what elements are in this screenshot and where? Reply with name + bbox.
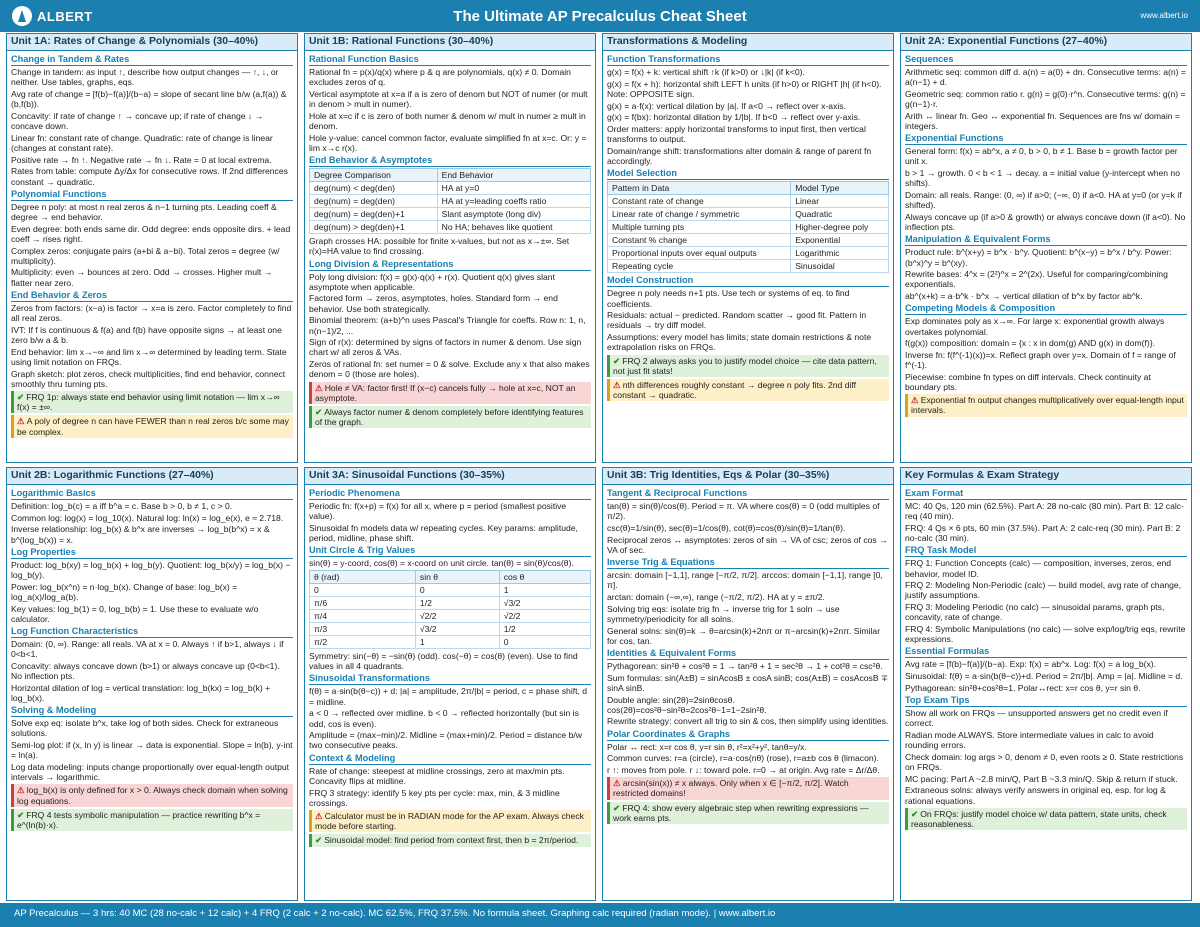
panel-title: Unit 1A: Rates of Change & Polynomials (30–40%) bbox=[7, 34, 297, 51]
tip-box: ✔ On FRQs: justify model choice w/ data pattern, state units, check reasonableness. bbox=[905, 808, 1187, 830]
table-row: π/2 1 0 bbox=[310, 636, 591, 649]
note: Arithmetic seq: common diff d. a(n) = a(0) + dn. Consecutive terms: a(n) = a(n−1) + d. bbox=[905, 67, 1186, 88]
note: FRQ 4: Symbolic Manipulations (no calc) — solve exp/log/trig eqs, rewrite expressions. bbox=[905, 624, 1186, 645]
note: Factored form → zeros, asymptotes, holes. Standard form → end behavior. Use both strategically. bbox=[309, 293, 558, 314]
section-heading: Tangent & Reciprocal Functions bbox=[607, 488, 889, 500]
note: Degree n poly: at most n real zeros & n−1 turning pts. Leading coeff & degree → end behavior. bbox=[11, 201, 277, 222]
note: Definition: log_b(c) = a iff b^a = c. Base b > 0, b ≠ 1, c > 0. bbox=[11, 501, 233, 511]
note: Sum formulas: sin(A±B) = sinAcosB ± cosA sinB; cos(A±B) = cosAcosB ∓ sinA sinB. bbox=[607, 672, 889, 693]
note: Hole y-value: cancel common factor, evaluate simplified fn at x=c. Or: y = lim x→c r(x). bbox=[309, 132, 587, 153]
note: f(θ) = a·sin(b(θ−c)) + d: |a| = amplitude, 2π/|b| = period, c = phase shift, d = midline. bbox=[309, 686, 588, 707]
table-row: deg(num) = deg(den) HA at y=leading coeffs ratio bbox=[310, 195, 591, 208]
section-heading: Solving & Modeling bbox=[11, 705, 293, 717]
table-header: sin θ bbox=[415, 571, 499, 584]
tip-box: ✔ FRQ 4 tests symbolic manipulation — practice rewriting b^x = e^(ln(b)·x). bbox=[11, 809, 293, 831]
note: Key values: log_b(1) = 0, log_b(b) = 1. Use these to evaluate w/o calculator. bbox=[11, 603, 259, 624]
note: a < 0 → reflected over midline. b < 0 → reflected horizontally (but sin is odd, cos is even). bbox=[309, 708, 579, 729]
note: FRQ 3: Modeling Periodic (no calc) — sinusoidal params, graph pts, concavity, rate of change. bbox=[905, 602, 1165, 623]
table-row: Constant % change Exponential bbox=[608, 234, 889, 247]
note: Even degree: both ends same dir. Odd degree: ends opposite dirs. + lead coeff → rises right. bbox=[11, 223, 291, 244]
unit-3a-panel bbox=[304, 467, 596, 901]
note: Pythagorean: sin²θ+cos²θ=1. Polar↔rect: x=r cos θ, y=r sin θ. bbox=[905, 682, 1141, 693]
unit-3b-panel bbox=[602, 467, 894, 901]
table-header: Model Type bbox=[791, 182, 889, 195]
check-icon: ✔ bbox=[315, 406, 323, 417]
section-heading: Model Construction bbox=[607, 275, 889, 287]
section-heading: Log Properties bbox=[11, 547, 293, 559]
note: Periodic fn: f(x+p) = f(x) for all x, where p = period (smallest positive value). bbox=[309, 501, 567, 522]
note: Domain/range shift: transformations alter domain & range of parent fn accordingly. bbox=[607, 145, 872, 167]
note: Hole at x=c if c is zero of both numer & denom w/ mult in numer ≥ mult in denom. bbox=[309, 110, 586, 132]
table-row: deg(num) < deg(den) HA at y=0 bbox=[310, 182, 591, 195]
header-bar bbox=[0, 0, 1200, 32]
note: Positive rate → fn ↑. Negative rate → fn ↓. Rate = 0 at local extrema. bbox=[11, 154, 272, 165]
note: Concavity: always concave down (b>1) or always concave up (0<b<1). No inflection pts. bbox=[11, 660, 280, 682]
section-heading: Polynomial Functions bbox=[11, 189, 293, 201]
warning-icon: ⚠ bbox=[17, 785, 25, 796]
table-row: Constant rate of change Linear bbox=[608, 195, 889, 208]
section-heading: Top Exam Tips bbox=[905, 695, 1187, 707]
note: Piecewise: combine fn types on diff intervals. Check continuity at boundary pts. bbox=[905, 371, 1151, 393]
section-heading: Exam Format bbox=[905, 488, 1187, 500]
section-heading: End Behavior & Asymptotes bbox=[309, 155, 591, 167]
panel-title: Unit 2B: Logarithmic Functions (27–40%) bbox=[7, 468, 297, 485]
note: Binomial theorem: (a+b)^n uses Pascal's Triangle for coeffs. Row n: 1, n, n(n−1)/2, ... bbox=[309, 315, 586, 336]
section-heading: Identities & Equivalent Forms bbox=[607, 648, 889, 660]
note: End behavior: lim x→−∞ and lim x→∞ determined by leading term. State using limit notation on FRQs. bbox=[11, 346, 287, 367]
note: MC: 40 Qs, 120 min (62.5%). Part A: 28 no-calc (80 min). Part B: 12 calc-req (40 min). bbox=[905, 501, 1184, 522]
note: Sinusoidal fn models data w/ repeating cycles. Key params: amplitude, period, midline, phase shift. bbox=[309, 522, 578, 544]
warning-icon: ⚠ bbox=[911, 395, 919, 406]
unit-circle-table bbox=[309, 570, 591, 649]
note: ab^(x+k) = a·b^k · b^x → vertical dilation of b^x by factor ab^k. bbox=[905, 291, 1143, 302]
table-header: θ (rad) bbox=[310, 571, 416, 584]
note: Rates from table: compute Δy/Δx for consecutive rows. If 2nd differences constant → quadratic. bbox=[11, 166, 288, 187]
note: Pythagorean: sin²θ + cos²θ = 1 → tan²θ + 1 = sec²θ → 1 + cot²θ = csc²θ. bbox=[607, 660, 883, 671]
alert-box: ⚠ Hole ≠ VA: factor first! If (x−c) cancels fully → hole at x=c, NOT an asymptote. bbox=[309, 382, 591, 404]
table-row: Repeating cycle Sinusoidal bbox=[608, 260, 889, 273]
transformations-panel bbox=[602, 33, 894, 463]
section-heading: Logarithmic Basics bbox=[11, 488, 293, 500]
panel-title: Unit 1B: Rational Functions (30–40%) bbox=[305, 34, 595, 51]
check-icon: ✔ bbox=[17, 809, 25, 820]
warning-icon: ⚠ bbox=[315, 810, 323, 821]
note: Polar ↔ rect: x=r cos θ, y=r sin θ, r²=x²+y², tanθ=y/x. bbox=[607, 741, 807, 752]
section-heading: Unit Circle & Trig Values bbox=[309, 545, 591, 557]
warning-icon: ⚠ bbox=[17, 416, 25, 427]
note: g(x) = a·f(x): vertical dilation by |a|. If a<0 → reflect over x-axis. bbox=[607, 100, 846, 111]
note: Linear fn: constant rate of change. Quadratic: rate of change is linear (changes at constant rate). bbox=[11, 132, 273, 153]
note: Arith ↔ linear fn. Geo ↔ exponential fn. Sequences are fns w/ domain = integers. bbox=[905, 110, 1180, 132]
section-heading: Inverse Trig & Equations bbox=[607, 557, 889, 569]
warning-icon: ⚠ bbox=[315, 382, 323, 393]
table-row: deg(num) > deg(den)+1 No HA; behaves like quotient bbox=[310, 221, 591, 234]
section-heading: Manipulation & Equivalent Forms bbox=[905, 234, 1187, 246]
exam-strategy-panel bbox=[900, 467, 1192, 901]
note: f(g(x)) composition: domain = {x : x in dom(g) AND g(x) in dom(f)}. bbox=[905, 338, 1156, 349]
table-row: π/4 √2/2 √2/2 bbox=[310, 610, 591, 623]
note: Degree n poly needs n+1 pts. Use tech or systems of eq. to find coefficients. bbox=[607, 288, 850, 309]
warning-box: ⚠ Calculator must be in RADIAN mode for the AP exam. Always check mode before starting. bbox=[309, 810, 591, 832]
note: Show all work on FRQs — unsupported answers get no credit even if correct. bbox=[905, 708, 1168, 729]
check-icon: ✔ bbox=[911, 808, 919, 819]
note: Sinusoidal: f(θ) = a·sin(b(θ−c))+d. Period = 2π/|b|. Amp = |a|. Midline = d. bbox=[905, 671, 1183, 682]
end-behavior-table bbox=[309, 168, 591, 234]
note: Graph crosses HA: possible for finite x-values, but not as x→±∞. Set r(x)=HA value to find crossing. bbox=[309, 236, 570, 257]
section-heading: Function Transformations bbox=[607, 54, 889, 66]
model-selection-table bbox=[607, 181, 889, 273]
logo-text: ALBERT bbox=[37, 8, 93, 24]
note: FRQ: 4 Qs × 6 pts, 60 min (37.5%). Part A: 2 calc-req (30 min). Part B: 2 no-calc (30 min). bbox=[905, 522, 1181, 544]
note: g(x) = f(x + h): horizontal shift LEFT h units (if h>0) or RIGHT |h| (if h<0). Note: OPPOSITE sign. bbox=[607, 78, 882, 99]
note: Geometric seq: common ratio r. g(n) = g(0)·r^n. Consecutive terms: g(n) = g(n−1)·r. bbox=[905, 88, 1186, 110]
section-heading: Sinusoidal Transformations bbox=[309, 673, 591, 685]
note: b > 1 → growth. 0 < b < 1 → decay. a = initial value (y-intercept when no shifts). bbox=[905, 168, 1180, 189]
note: arctan: domain (−∞,∞), range (−π/2, π/2). HA at y = ±π/2. bbox=[607, 591, 825, 602]
table-header: End Behavior bbox=[437, 169, 590, 182]
alert-box: ⚠ log_b(x) is only defined for x > 0. Always check domain when solving log equations. bbox=[11, 784, 293, 806]
table-header: Degree Comparison bbox=[310, 169, 438, 182]
note: Amplitude = (max−min)/2. Midline = (max+min)/2. Period = distance b/w two consecutive peaks. bbox=[309, 730, 582, 751]
warning-icon: ⚠ bbox=[613, 379, 621, 390]
note: Rate of change: steepest at midline crossings, zero at max/min pts. Concavity flips at midline. bbox=[309, 765, 565, 786]
note: r ↑: moves from pole. r ↓: toward pole. r=0 → at origin. Avg rate = Δr/Δθ. bbox=[607, 765, 880, 776]
table-row: Multiple turning pts Higher-degree poly bbox=[608, 221, 889, 234]
table-row: deg(num) = deg(den)+1 Slant asymptote (long div) bbox=[310, 208, 591, 221]
note: Inverse relationship: log_b(x) & b^x are inverses → log_b(b^x) = x & b^(log_b(x)) = x. bbox=[11, 524, 270, 545]
note: FRQ 3 strategy: identify 5 key pts per cycle: max, min, & 3 midline crossings. bbox=[309, 787, 560, 808]
note: Exp dominates poly as x→∞. For large x: exponential growth always overtakes polynomial. bbox=[905, 316, 1165, 337]
unit-1b-panel bbox=[304, 33, 596, 463]
note: Power: log_b(x^n) = n·log_b(x). Change of base: log_b(x) = log_a(x)/log_a(b). bbox=[11, 581, 238, 602]
site-link[interactable]: www.albert.io bbox=[1140, 11, 1188, 20]
note: Change in tandem: as input ↑, describe how output changes — ↑, ↓, or neither. Use tables, graphs, eqs. bbox=[11, 67, 279, 88]
note: Reciprocal zeros ↔ asymptotes: zeros of sin → VA of csc; zeros of cos → VA of sec. bbox=[607, 534, 888, 555]
warning-box: ⚠ A poly of degree n can have FEWER than n real zeros b/c some may be complex. bbox=[11, 415, 293, 437]
note: Double angle: sin(2θ)=2sinθcosθ. cos(2θ)=cos²θ−sin²θ=2cos²θ−1=1−2sin²θ. bbox=[607, 694, 767, 715]
section-heading: Context & Modeling bbox=[309, 753, 591, 765]
panel-title: Transformations & Modeling bbox=[603, 34, 893, 51]
section-heading: Periodic Phenomena bbox=[309, 488, 591, 500]
note: Common log: log(x) = log_10(x). Natural log: ln(x) = log_e(x), e ≈ 2.718. bbox=[11, 512, 284, 523]
note: Zeros of rational fn: set numer = 0 & solve. Exclude any x that also makes denom = 0 (those are holes). bbox=[309, 359, 590, 380]
table-row: Proportional inputs over equal outputs Logarithmic bbox=[608, 247, 889, 260]
tip-box: ✔ Always factor numer & denom completely before identifying features of the graph. bbox=[309, 406, 591, 428]
panel-title: Unit 3A: Sinusoidal Functions (30–35%) bbox=[305, 468, 595, 485]
note: Log data modeling: inputs change proportionally over equal-length output intervals → logarithmic. bbox=[11, 762, 290, 783]
note: Concavity: if rate of change ↑ → concave up; if rate of change ↓ → concave down. bbox=[11, 110, 264, 132]
note: Domain: all reals. Range: (0, ∞) if a>0; (−∞, 0) if a<0. HA at y=0 (or y=k if shifted). bbox=[905, 190, 1182, 211]
section-heading: Log Function Characteristics bbox=[11, 626, 293, 638]
table-header: cos θ bbox=[499, 571, 590, 584]
section-heading: Rational Function Basics bbox=[309, 54, 591, 66]
panel-title: Unit 2A: Exponential Functions (27–40%) bbox=[901, 34, 1191, 51]
note: Assumptions: every model has limits; state domain restrictions & note extrapolation risks on FRQs. bbox=[607, 332, 872, 353]
tip-box: ✔ FRQ 4: show every algebraic step when rewriting expressions — work earns pts. bbox=[607, 802, 889, 824]
note: General form: f(x) = ab^x, a ≠ 0, b > 0, b ≠ 1. Base b = growth factor per unit x. bbox=[905, 146, 1178, 167]
table-row: π/6 1/2 √3/2 bbox=[310, 597, 591, 610]
panel-title: Unit 3B: Trig Identities, Eqs & Polar (30–35%) bbox=[603, 468, 893, 485]
note: csc(θ)=1/sin(θ), sec(θ)=1/cos(θ), cot(θ)=cos(θ)/sin(θ)=1/tan(θ). bbox=[607, 522, 846, 533]
note: Common curves: r=a (circle), r=a·cos(nθ) (rose), r=a±b cos θ (limacon). bbox=[607, 753, 879, 764]
note: General solns: sin(θ)=k → θ=arcsin(k)+2nπ or π−arcsin(k)+2nπ. Similar for cos, tan. bbox=[607, 625, 881, 646]
note: Avg rate = [f(b)−f(a)]/(b−a). Exp: f(x) = ab^x. Log: f(x) = a log_b(x). bbox=[905, 659, 1157, 670]
note: FRQ 1: Function Concepts (calc) — composition, inverses, zeros, end behavior, model ID. bbox=[905, 558, 1172, 579]
note: FRQ 2: Modeling Non-Periodic (calc) — build model, avg rate of change, justify assumptions. bbox=[905, 580, 1182, 601]
section-heading: FRQ Task Model bbox=[905, 545, 1187, 557]
note: Solving trig eqs: isolate trig fn → inverse trig for 1 soln → use symmetry/periodicity for all solns. bbox=[607, 603, 840, 624]
note: Check domain: log args > 0, denom ≠ 0, even roots ≥ 0. State restrictions on FRQs. bbox=[905, 751, 1184, 773]
note: arcsin: domain [−1,1], range [−π/2, π/2]. arccos: domain [−1,1], range [0, π]. bbox=[607, 570, 883, 591]
warning-icon: ⚠ bbox=[613, 778, 621, 789]
panel-title: Key Formulas & Exam Strategy bbox=[901, 468, 1191, 485]
note: Vertical asymptote at x=a if a is zero of denom but NOT of numer (or mult in denom > mult in numer). bbox=[309, 88, 588, 110]
section-heading: Long Division & Representations bbox=[309, 259, 591, 271]
unit-1a-panel bbox=[6, 33, 298, 463]
note: Horizontal dilation of log = vertical translation: log_b(kx) = log_b(k) + log_b(x). bbox=[11, 682, 271, 704]
warning-box: ⚠ Exponential fn output changes multiplicatively over equal-length input intervals. bbox=[905, 394, 1187, 416]
section-heading: Essential Formulas bbox=[905, 646, 1187, 658]
note: Rewrite bases: 4^x = (2²)^x = 2^(2x). Useful for comparing/combining exponentials. bbox=[905, 269, 1168, 290]
note: Order matters: apply horizontal transforms to input first, then vertical transforms to output. bbox=[607, 124, 866, 145]
table-row: Linear rate of change / symmetric Quadratic bbox=[608, 208, 889, 221]
section-heading: Competing Models & Composition bbox=[905, 303, 1187, 315]
note: Radian mode ALWAYS. Store intermediate values in calc to avoid rounding errors. bbox=[905, 729, 1154, 751]
section-heading: Exponential Functions bbox=[905, 133, 1187, 145]
tip-box: ✔ FRQ 1p: always state end behavior using limit notation — lim x→∞ f(x) = ±∞. bbox=[11, 391, 293, 413]
note: Sign of r(x): determined by signs of factors in numer & denom. Use sign chart w/ all zeros & VAs. bbox=[309, 337, 582, 358]
unit-2b-panel bbox=[6, 467, 298, 901]
note: Rational fn = p(x)/q(x) where p & q are polynomials, q(x) ≠ 0. Domain excludes zeros of q. bbox=[309, 67, 571, 88]
check-icon: ✔ bbox=[613, 802, 621, 813]
section-heading: End Behavior & Zeros bbox=[11, 290, 293, 302]
note: g(x) = f(bx): horizontal dilation by 1/|b|. If b<0 → reflect over y-axis. bbox=[607, 112, 861, 123]
section-heading: Change in Tandem & Rates bbox=[11, 54, 293, 66]
note: Poly long division: f(x) = g(x)·q(x) + r(x). Quotient q(x) gives slant asymptote when applicable. bbox=[309, 271, 555, 292]
note: MC pacing: Part A ~2.8 min/Q, Part B ~3.3 min/Q. Skip & return if stuck. bbox=[905, 773, 1178, 784]
note: Product rule: b^(x+y) = b^x · b^y. Quotient: b^(x−y) = b^x / b^y. Power: (b^x)^y = b^(xy). bbox=[905, 247, 1172, 268]
note: Avg rate of change = [f(b)−f(a)]/(b−a) = slope of secant line b/w (a,f(a)) & (b,f(b)). bbox=[11, 88, 287, 110]
note: Always concave up (if a>0 & growth) or always concave down (if a<0). No inflection pts. bbox=[905, 211, 1186, 233]
note: Solve exp eq: isolate b^x, take log of both sides. Check for extraneous solutions. bbox=[11, 718, 279, 739]
note: Zeros from factors: (x−a) is factor → x=a is zero. Factor completely to find all real zeros. bbox=[11, 302, 292, 324]
check-icon: ✔ bbox=[613, 355, 621, 366]
note: Complex zeros: conjugate pairs (a+bi & a−bi). Total zeros = degree (w/ multiplicity). bbox=[11, 245, 280, 266]
note: Residuals: actual − predicted. Random scatter → good fit. Pattern in residuals → try diff model. bbox=[607, 310, 867, 331]
note: Graph sketch: plot zeros, check multiplicities, find end behavior, connect smoothly thru turning pts. bbox=[11, 368, 286, 389]
note: Inverse fn: f(f^(-1)(x))=x. Reflect graph over y=x. Domain of f = range of f^(-1). bbox=[905, 349, 1176, 371]
check-icon: ✔ bbox=[315, 835, 323, 846]
footer-bar: AP Precalculus — 3 hrs: 40 MC (28 no-calc + 12 calc) + 4 FRQ (2 calc + 2 no-calc). MC 62.5%, FRQ 37.5%. No formula sheet. Graphing calc required (radian mode). | www.albert.io bbox=[0, 903, 1200, 927]
alert-box: ⚠ arcsin(sin(x)) ≠ x always. Only when x ∈ [−π/2, π/2]. Watch restricted domains! bbox=[607, 777, 889, 799]
note: IVT: If f is continuous & f(a) and f(b) have opposite signs → at least one zero b/w a & b. bbox=[11, 324, 282, 345]
note: tan(θ) = sin(θ)/cos(θ). Period = π. VA where cos(θ) = 0 (odd multiples of π/2). bbox=[607, 501, 880, 522]
tip-box: ✔ Sinusoidal model: find period from context first, then b = 2π/period. bbox=[309, 834, 591, 846]
note: Symmetry: sin(−θ) = −sin(θ) (odd). cos(−θ) = cos(θ) (even). Use to find values in all 4 quadrants. bbox=[309, 651, 578, 672]
note: Extraneous solns: always verify answers in original eq, esp. for log & rational equations. bbox=[905, 785, 1166, 806]
section-heading: Sequences bbox=[905, 54, 1187, 66]
table-header: Pattern in Data bbox=[608, 182, 791, 195]
note: Product: log_b(xy) = log_b(x) + log_b(y). Quotient: log_b(x/y) = log_b(x) − log_b(y). bbox=[11, 559, 291, 581]
section-heading: Polar Coordinates & Graphs bbox=[607, 729, 889, 741]
note: Semi-log plot: if (x, ln y) is linear → data is exponential. Slope = ln(b), y-int = ln(a). bbox=[11, 740, 293, 761]
check-icon: ✔ bbox=[17, 391, 25, 402]
note: Multiplicity: even → bounces at zero. Odd → crosses. Higher mult → flatter near zero. bbox=[11, 267, 273, 288]
page-title: The Ultimate AP Precalculus Cheat Sheet bbox=[453, 8, 747, 25]
tip-box: ✔ FRQ 2 always asks you to justify model choice — cite data pattern, not just fit stats! bbox=[607, 355, 889, 377]
table-row: 0 0 1 bbox=[310, 584, 591, 597]
note: sin(θ) = y-coord, cos(θ) = x-coord on unit circle. tan(θ) = sin(θ)/cos(θ). bbox=[309, 558, 574, 569]
note: g(x) = f(x) + k: vertical shift ↑k (if k>0) or ↓|k| (if k<0). bbox=[607, 67, 805, 77]
unit-2a-panel bbox=[900, 33, 1192, 463]
warning-box: ⚠ nth differences roughly constant → degree n poly fits. 2nd diff constant → quadratic. bbox=[607, 379, 889, 401]
note: Domain: (0, ∞). Range: all reals. VA at x = 0. Always ↑ if b>1, always ↓ if 0<b<1. bbox=[11, 639, 284, 660]
section-heading: Model Selection bbox=[607, 168, 889, 180]
note: Rewrite strategy: convert all trig to sin & cos, then simplify using identities. bbox=[607, 716, 889, 727]
table-row: π/3 √3/2 1/2 bbox=[310, 623, 591, 636]
